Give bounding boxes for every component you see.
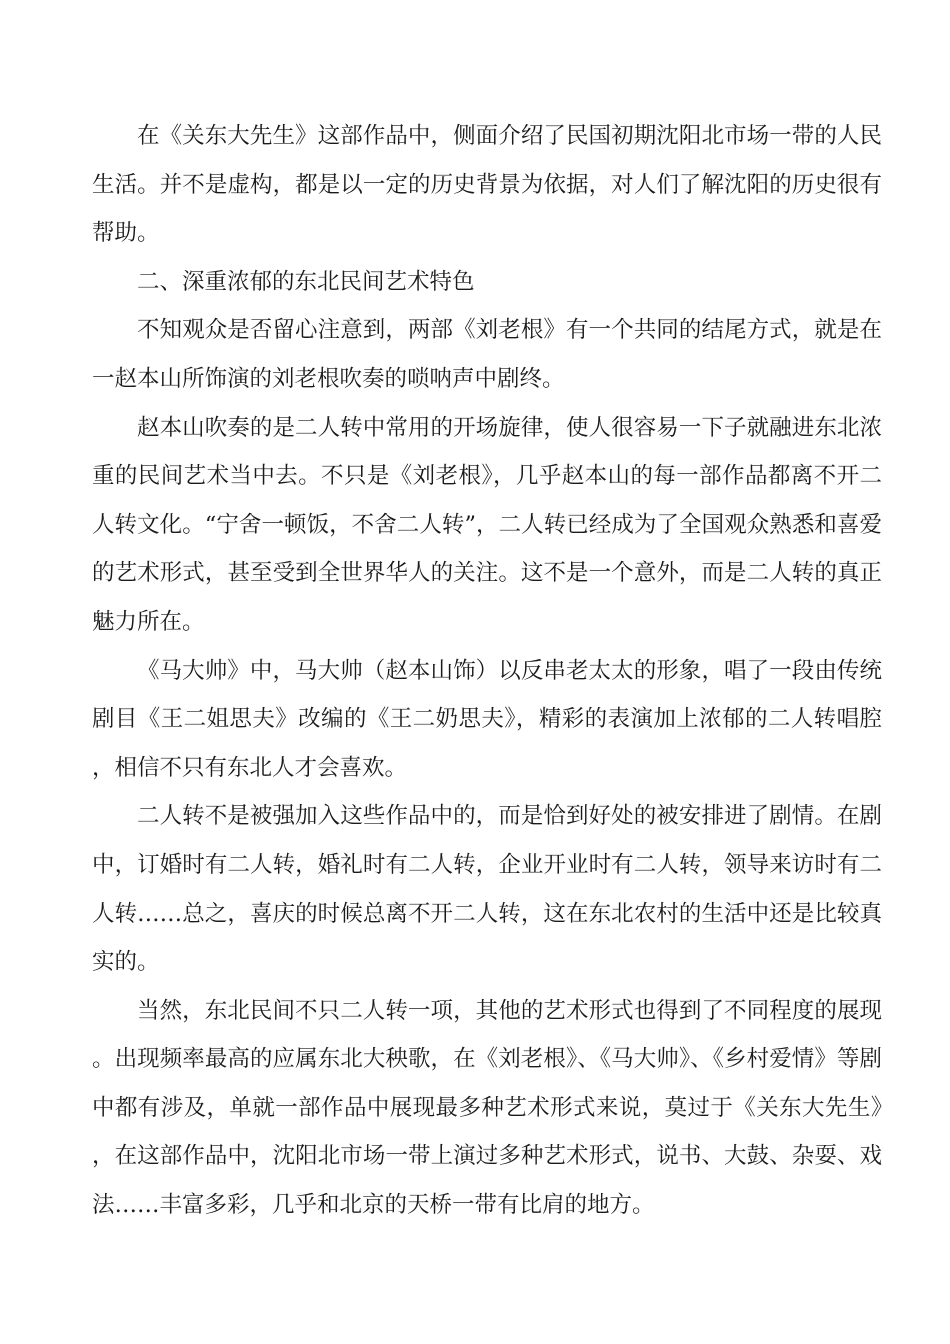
paragraph-madashuai: 《马大帅》中，马大帅（赵本山饰）以反串老太太的形象，唱了一段由传统剧目《王二姐思夫》改编的《王二奶思夫》，精彩的表演加上浓郁的二人转唱腔，相信不只有东北人才会喜欢。: [92, 657, 882, 781]
document-body: [92, 112, 882, 1230]
section-heading-folk-art: 二、深重浓郁的东北民间艺术特色: [137, 268, 475, 295]
paragraph-liulaogen-ending: 不知观众是否留心注意到，两部《刘老根》有一个共同的结尾方式，就是在一赵本山所饰演的刘老根吹奏的唢呐声中剧终。: [92, 317, 882, 392]
paragraph-other-art-forms: 当然，东北民间不只二人转一项，其他的艺术形式也得到了不同程度的展现。出现频率最高的应属东北大秧歌，在《刘老根》、《马大帅》、《乡村爱情》等剧中都有涉及，单就一部作品中展现最多种艺术形式来说，莫过于《关东大先生》，在这部作品中，沈阳北市场一带上演过多种艺术形式，说书、大鼓、杂耍、戏法……丰富多彩，几乎和北京的天桥一带有比肩的地方。: [92, 997, 882, 1219]
paragraph-errenzhuan-plot: 二人转不是被强加入这些作品中的，而是恰到好处的被安排进了剧情。在剧中，订婚时有二人转，婚礼时有二人转，企业开业时有二人转，领导来访时有二人转……总之，喜庆的时候总离不开二人转，这在东北农村的生活中还是比较真实的。: [92, 803, 882, 976]
paragraph-errenzhuan-melody: 赵本山吹奏的是二人转中常用的开场旋律，使人很容易一下子就融进东北浓重的民间艺术当中去。不只是《刘老根》，几乎赵本山的每一部作品都离不开二人转文化。“宁舍一顿饭，不舍二人转”，二人转已经成为了全国观众熟悉和喜爱的艺术形式，甚至受到全世界华人的关注。这不是一个意外，而是二人转的真正魅力所在。: [92, 414, 882, 635]
paragraph-guandong-intro: 在《关东大先生》这部作品中，侧面介绍了民国初期沈阳北市场一带的人民生活。并不是虚构，都是以一定的历史背景为依据，对人们了解沈阳的历史很有帮助。: [92, 123, 882, 247]
